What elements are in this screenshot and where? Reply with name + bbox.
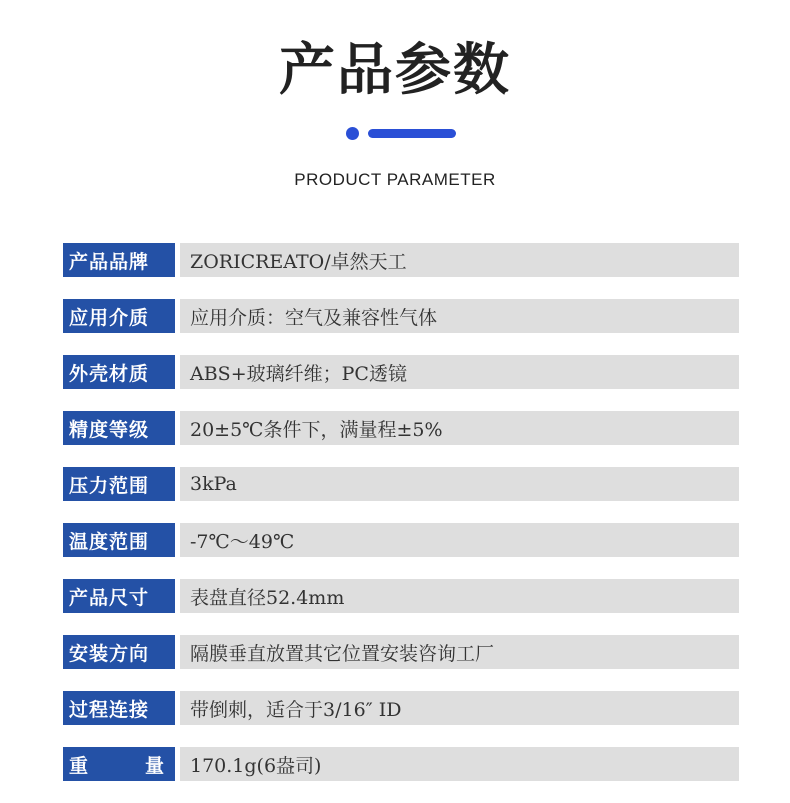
param-value: 隔膜垂直放置其它位置安装咨询工厂	[180, 635, 739, 669]
param-row-medium	[63, 299, 739, 333]
param-label: 温度范围	[63, 523, 175, 557]
param-value: ZORICREATO/卓然天工	[180, 243, 739, 277]
param-value: 20±5℃条件下，满量程±5%	[180, 411, 739, 445]
decorative-bar	[368, 129, 456, 138]
page-title: 产品参数	[279, 38, 511, 103]
param-row-pressure	[63, 467, 739, 501]
param-value: ABS+玻璃纤维；PC透镜	[180, 355, 739, 389]
param-label	[63, 747, 175, 781]
param-row-orientation	[63, 635, 739, 669]
param-label: 精度等级	[63, 411, 175, 445]
param-label-part: 重	[69, 754, 90, 777]
param-value: 170.1g(6盎司)	[180, 747, 739, 781]
parameter-table	[63, 243, 739, 803]
param-row-material	[63, 355, 739, 389]
param-label: 产品品牌	[63, 243, 175, 277]
param-row-temperature	[63, 523, 739, 557]
param-row-weight	[63, 747, 739, 781]
param-label: 压力范围	[63, 467, 175, 501]
param-value: -7℃～49℃	[180, 523, 739, 557]
param-row-connection	[63, 691, 739, 725]
param-label: 应用介质	[63, 299, 175, 333]
page-subtitle: PRODUCT PARAMETER	[294, 170, 496, 189]
decorative-dot	[346, 127, 359, 140]
param-label-part: 量	[144, 754, 165, 777]
param-row-accuracy	[63, 411, 739, 445]
param-value: 3kPa	[180, 467, 739, 501]
param-label: 外壳材质	[63, 355, 175, 389]
param-value: 应用介质：空气及兼容性气体	[180, 299, 739, 333]
param-row-size	[63, 579, 739, 613]
param-label: 产品尺寸	[63, 579, 175, 613]
param-value: 带倒刺，适合于3/16″ ID	[180, 691, 739, 725]
param-value: 表盘直径52.4mm	[180, 579, 739, 613]
param-row-brand	[63, 243, 739, 277]
param-label: 安装方向	[63, 635, 175, 669]
param-label: 过程连接	[63, 691, 175, 725]
